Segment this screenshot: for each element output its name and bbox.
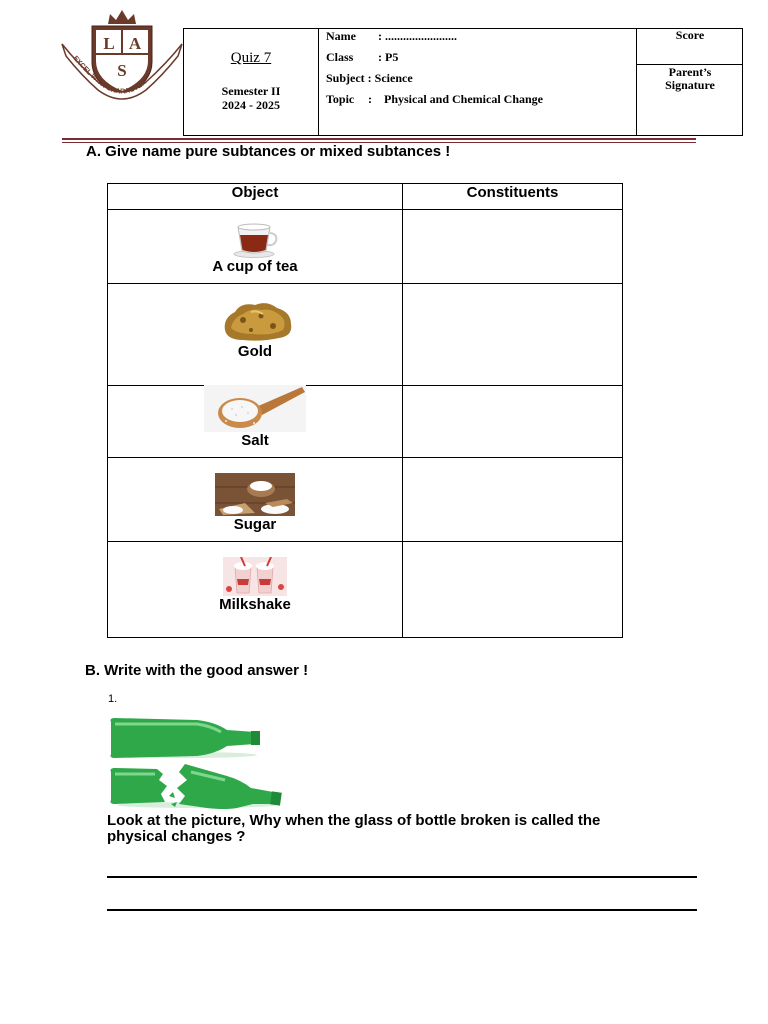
topic-value: : Physical and Chemical Change xyxy=(368,92,544,106)
object-label-salt: Salt xyxy=(241,432,269,449)
column-header-object: Object xyxy=(231,184,279,201)
gold-nugget-icon xyxy=(221,300,293,342)
tea-cup-icon xyxy=(230,219,280,259)
header-rule-top xyxy=(62,138,696,140)
constituents-answer-salt[interactable] xyxy=(403,386,622,457)
class-value: : P5 xyxy=(378,50,399,64)
constituents-answer-tea[interactable] xyxy=(403,210,622,283)
name-label: Name xyxy=(326,29,356,43)
semester-info xyxy=(183,84,319,112)
salt-spoon-icon xyxy=(204,385,306,432)
parent-signature-label xyxy=(637,66,743,92)
constituents-answer-milkshake[interactable] xyxy=(403,542,622,637)
constituents-answer-gold[interactable] xyxy=(403,284,622,385)
school-logo xyxy=(58,4,186,104)
class-row xyxy=(326,50,398,65)
subject-value: : Science xyxy=(367,71,413,85)
section-a-title: A. Give name pure subtances or mixed subtances ! xyxy=(86,143,451,160)
logo-letter-a: A xyxy=(128,34,142,53)
bottle-illustration-icon xyxy=(107,712,287,812)
logo-letter-l: L xyxy=(103,34,115,53)
column-header-constituents: Constituents xyxy=(466,184,559,201)
question-1-line-2: physical changes ? xyxy=(107,828,246,845)
topic-row xyxy=(326,92,543,107)
object-label-gold: Gold xyxy=(237,343,273,360)
object-label-sugar: Sugar xyxy=(233,516,277,533)
name-row xyxy=(326,29,457,44)
quiz-title: Quiz 7 xyxy=(230,50,272,66)
question-1-line-1: Look at the picture, Why when the glass of bottle broken is called the xyxy=(107,812,601,829)
question-1-text xyxy=(107,813,707,845)
name-value: : ........................ xyxy=(378,29,457,43)
section-b-title: B. Write with the good answer ! xyxy=(85,662,309,679)
quiz-cell xyxy=(183,28,319,136)
constituents-answer-sugar[interactable] xyxy=(403,458,622,541)
signature-label: Signature xyxy=(665,78,715,92)
question-1-number: 1. xyxy=(108,693,118,705)
logo-letter-s: S xyxy=(117,61,127,80)
semester-label: Semester II xyxy=(221,84,281,98)
school-year: 2024 - 2025 xyxy=(222,98,280,112)
subject-row xyxy=(326,71,413,86)
answer-line-2[interactable] xyxy=(107,909,697,911)
object-label-milkshake: Milkshake xyxy=(219,596,291,613)
sugar-bowl-icon xyxy=(215,473,295,516)
parent-label: Parent’s xyxy=(668,65,712,79)
score-label: Score xyxy=(675,28,705,42)
object-label-tea: A cup of tea xyxy=(212,258,298,275)
answer-line-1[interactable] xyxy=(107,876,697,878)
subject-label: Subject xyxy=(326,71,365,85)
milkshake-icon xyxy=(223,557,287,596)
logo-motto: EXCEL WITH CHARACTER xyxy=(71,54,148,96)
topic-label: Topic xyxy=(326,92,355,106)
class-label: Class xyxy=(326,50,354,64)
